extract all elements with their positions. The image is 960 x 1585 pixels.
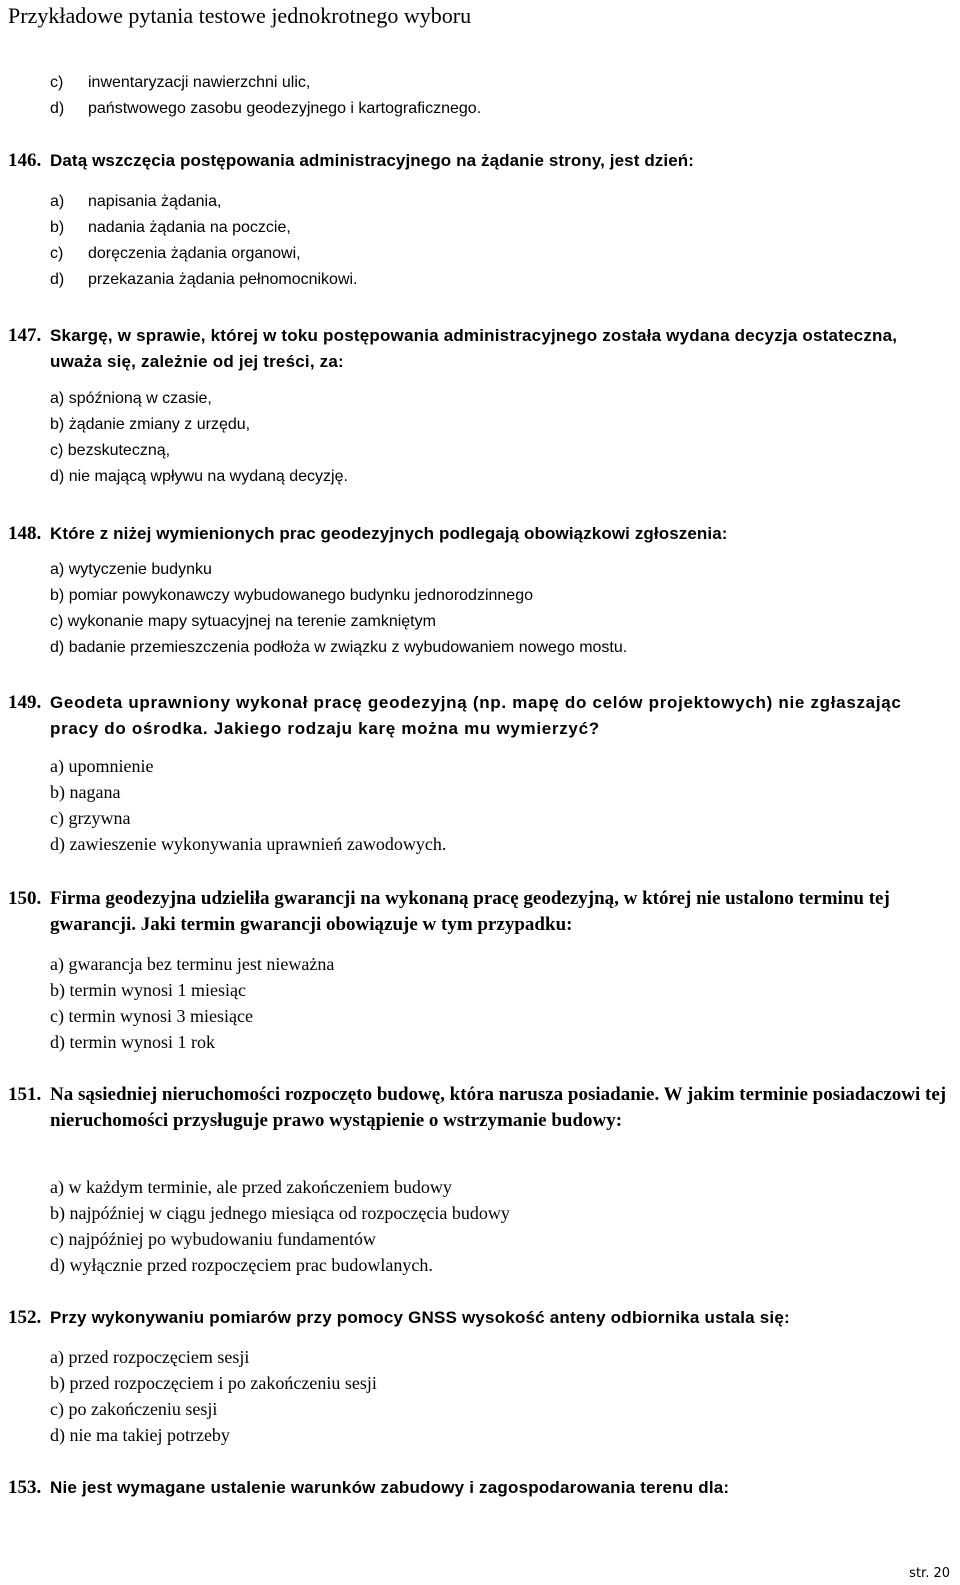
option-text: wykonanie mapy sytuacyjnej na terenie zamkniętym <box>67 613 436 630</box>
option-label: d) <box>50 271 65 288</box>
option-label: a) <box>50 756 64 776</box>
question-text: Datą wszczęcia postępowania administracyjnego na żądanie strony, jest dzień: <box>50 151 695 170</box>
option-text: najpóźniej w ciągu jednego miesiąca od rozpoczęcia budowy <box>69 1203 510 1223</box>
option-item <box>50 635 627 661</box>
option-text: nagana <box>69 782 121 802</box>
option-text: gwarancja bez terminu jest nieważna <box>68 954 335 974</box>
option-label: c) <box>50 74 64 91</box>
question-text: Na sąsiedniej nieruchomości rozpoczęto budowę, która narusza posiadanie. W jakim terminie posiadaczowi tej nieruchomości przysługuje prawo wystąpienie o wstrzymanie budowy: <box>50 1084 947 1131</box>
option-item <box>50 189 358 215</box>
option-item <box>50 438 348 464</box>
option-item <box>50 1003 334 1029</box>
question-number: 146. <box>8 150 42 171</box>
question-number: 149. <box>8 692 42 713</box>
option-label: a) <box>50 1177 64 1197</box>
prev-question-options <box>50 70 481 122</box>
option-item <box>50 1344 377 1370</box>
option-item <box>50 1370 377 1396</box>
option-text: termin wynosi 1 miesiąc <box>69 980 246 1000</box>
option-label: d) <box>50 100 65 117</box>
option-item <box>50 1422 377 1448</box>
option-text: nie mającą wpływu na wydaną decyzję. <box>68 468 348 485</box>
option-label: d) <box>50 1032 65 1052</box>
option-label: d) <box>50 1425 65 1445</box>
question-text: Które z niżej wymienionych prac geodezyjnych podlegają obowiązkowi zgłoszenia: <box>50 524 728 543</box>
option-text: spóźnioną w czasie, <box>68 390 212 407</box>
page-number: str. 20 <box>909 1566 950 1581</box>
option-label: a) <box>50 954 64 974</box>
question-text: Geodeta uprawniony wykonał pracę geodezyjną (np. mapę do celów projektowych) nie zgłaszając pracy do ośrodka. Jakiego rodzaju karę można mu wymierzyć? <box>50 693 902 738</box>
option-item <box>50 386 348 412</box>
option-item <box>50 215 358 241</box>
option-label: a) <box>50 193 65 210</box>
option-label: d) <box>50 1255 65 1275</box>
option-item <box>50 609 627 635</box>
question-number: 153. <box>8 1477 42 1498</box>
question-options <box>50 1344 377 1448</box>
option-text: termin wynosi 1 rok <box>69 1032 215 1052</box>
option-label: b) <box>50 782 65 802</box>
option-label: b) <box>50 219 65 236</box>
option-item <box>50 779 446 805</box>
question-number: 152. <box>8 1307 42 1328</box>
option-item <box>50 464 348 490</box>
option-item <box>50 557 627 583</box>
option-item <box>50 267 358 293</box>
option-text: zawieszenie wykonywania uprawnień zawodowych. <box>69 834 447 854</box>
option-label: b) <box>50 587 65 604</box>
question-text: Firma geodezyjna udzieliła gwarancji na wykonaną pracę geodezyjną, w której nie ustalono terminu tej gwarancji. Jaki termin gwarancji obowiązuje w tym przypadku: <box>50 888 890 935</box>
question-options <box>50 557 627 661</box>
option-text: po zakończeniu sesji <box>68 1399 218 1419</box>
question-number: 150. <box>8 888 42 909</box>
option-text: wytyczenie budynku <box>68 561 212 578</box>
option-text: grzywna <box>68 808 131 828</box>
option-item <box>50 1174 510 1200</box>
option-item <box>50 1252 510 1278</box>
option-label: c) <box>50 1399 64 1419</box>
option-text: najpóźniej po wybudowaniu fundamentów <box>68 1229 376 1249</box>
question-text: Nie jest wymagane ustalenie warunków zabudowy i zagospodarowania terenu dla: <box>50 1478 730 1497</box>
option-label: c) <box>50 245 64 262</box>
option-label: c) <box>50 442 64 459</box>
option-text: pomiar powykonawczy wybudowanego budynku jednorodzinnego <box>68 587 533 604</box>
option-text: w każdym terminie, ale przed zakończeniem budowy <box>68 1177 452 1197</box>
option-text: doręczenia żądania organowi, <box>88 245 301 262</box>
option-text: upomnienie <box>68 756 154 776</box>
option-item <box>50 241 358 267</box>
option-text: napisania żądania, <box>88 193 222 210</box>
option-text: żądanie zmiany z urzędu, <box>68 416 251 433</box>
option-label: c) <box>50 808 64 828</box>
option-label: a) <box>50 1347 64 1367</box>
option-label: a) <box>50 561 65 578</box>
question-text: Przy wykonywaniu pomiarów przy pomocy GNSS wysokość anteny odbiornika ustala się: <box>50 1308 790 1327</box>
option-label: c) <box>50 1229 64 1249</box>
option-text: przed rozpoczęciem sesji <box>68 1347 250 1367</box>
option-item <box>50 583 627 609</box>
option-text: wyłącznie przed rozpoczęciem prac budowlanych. <box>69 1255 433 1275</box>
option-label: d) <box>50 468 65 485</box>
option-text: bezskuteczną, <box>67 442 171 459</box>
option-label: c) <box>50 613 64 630</box>
option-label: b) <box>50 416 65 433</box>
question-number: 151. <box>8 1084 42 1105</box>
option-item <box>50 412 348 438</box>
option-item <box>50 977 334 1003</box>
question-options <box>50 1174 510 1278</box>
question-number: 148. <box>8 523 42 544</box>
option-label: c) <box>50 1006 64 1026</box>
option-text: przekazania żądania pełnomocnikowi. <box>88 271 358 288</box>
option-text: państwowego zasobu geodezyjnego i kartograficznego. <box>88 100 482 117</box>
option-item <box>50 96 481 122</box>
option-item <box>50 951 334 977</box>
option-text: badanie przemieszczenia podłoża w związku z wybudowaniem nowego mostu. <box>68 639 628 656</box>
option-item <box>50 70 481 96</box>
option-text: przed rozpoczęciem i po zakończeniu sesji <box>69 1373 377 1393</box>
option-label: d) <box>50 639 65 656</box>
page-title: Przykładowe pytania testowe jednokrotnego wyboru <box>8 3 472 28</box>
option-item <box>50 1226 510 1252</box>
option-item <box>50 1396 377 1422</box>
option-text: inwentaryzacji nawierzchni ulic, <box>88 74 311 91</box>
option-item <box>50 1200 510 1226</box>
question-options <box>50 386 348 490</box>
option-label: d) <box>50 834 65 854</box>
option-item <box>50 1029 334 1055</box>
option-text: nadania żądania na poczcie, <box>88 219 291 236</box>
question-options <box>50 951 334 1055</box>
option-text: termin wynosi 3 miesiące <box>68 1006 253 1026</box>
option-item <box>50 805 446 831</box>
option-label: b) <box>50 1203 65 1223</box>
option-text: nie ma takiej potrzeby <box>69 1425 230 1445</box>
option-item <box>50 831 446 857</box>
question-options <box>50 753 446 857</box>
option-label: b) <box>50 980 65 1000</box>
question-number: 147. <box>8 325 42 346</box>
question-text: Skargę, w sprawie, której w toku postępowania administracyjnego została wydana decyzja ostateczna, uważa się, zależnie od jej treści, za: <box>50 326 898 371</box>
option-label: b) <box>50 1373 65 1393</box>
option-label: a) <box>50 390 65 407</box>
question-options <box>50 189 358 293</box>
option-item <box>50 753 446 779</box>
